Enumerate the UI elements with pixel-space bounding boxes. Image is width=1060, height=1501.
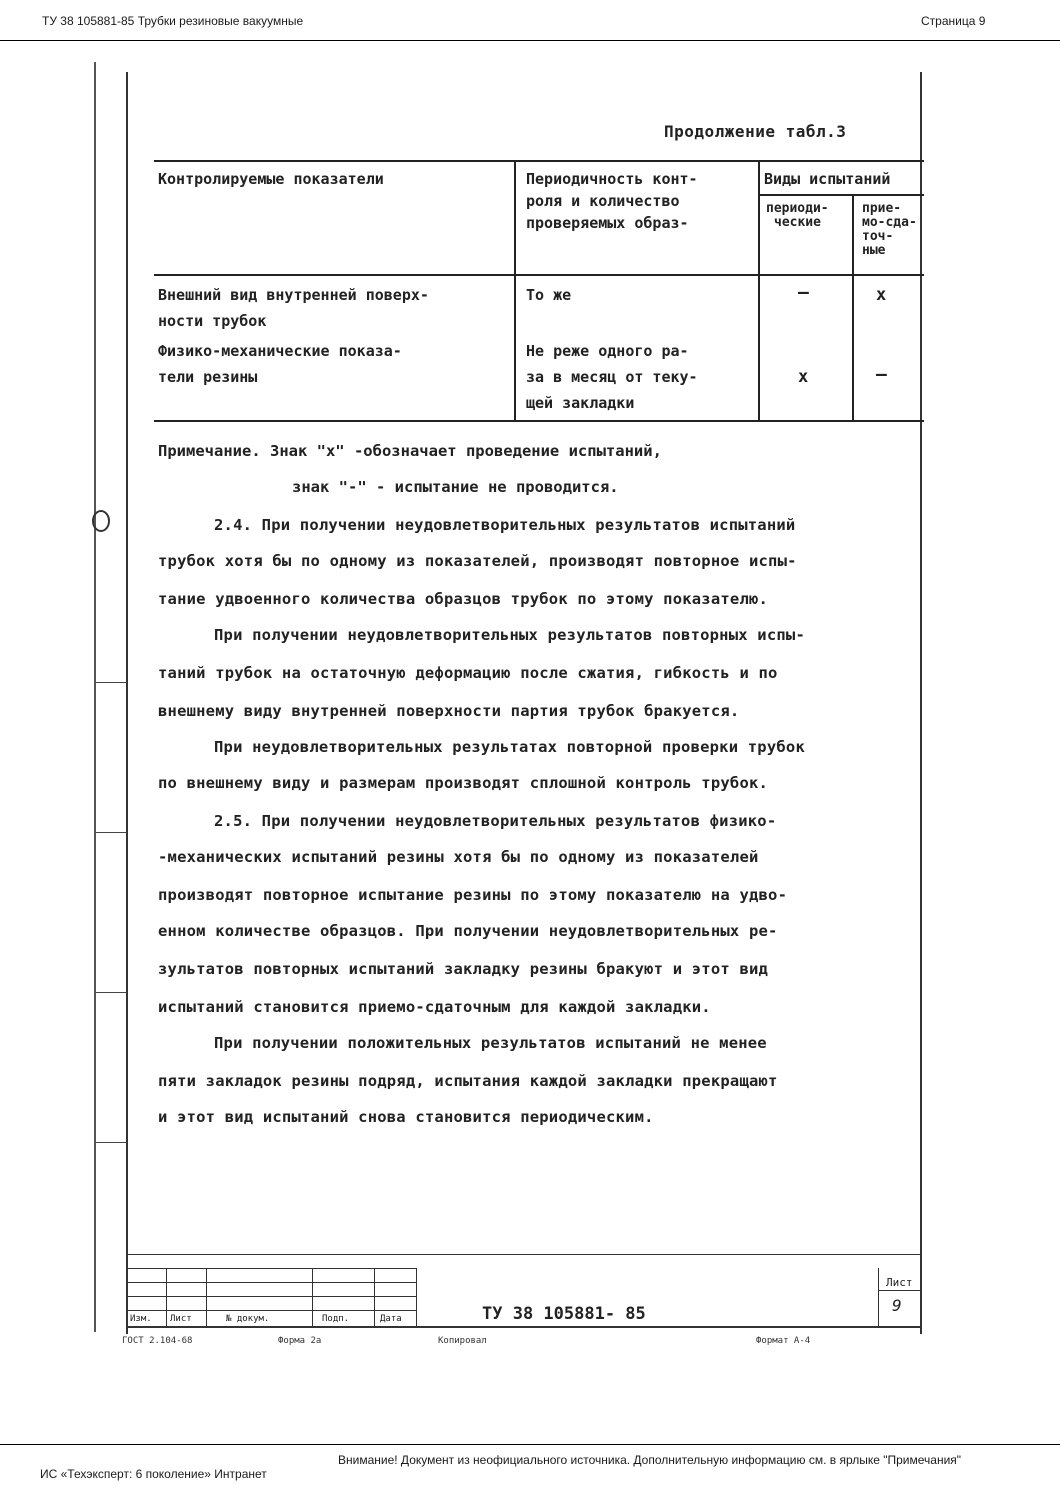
title-block-label: Подп. <box>322 1314 350 1324</box>
table-cell-period: Не реже одного ра- <box>526 342 689 360</box>
stamp-form: Форма 2а <box>278 1336 322 1346</box>
table-cell-indicator: ности трубок <box>158 312 267 330</box>
title-block <box>126 1254 922 1336</box>
column-header-indicators: Контролируемые показатели <box>158 170 384 188</box>
document-code: ТУ 38 105881- 85 <box>482 1304 646 1324</box>
page-header <box>0 0 1060 41</box>
text-line: 2.4. При получении неудовлетворительных результатов испытаний <box>214 516 796 534</box>
text-line: по внешнему виду и размерам производят сплошной контроль трубок. <box>158 774 769 792</box>
sheet-label: Лист <box>886 1276 913 1289</box>
table-note: Примечание. Знак "х" -обозначает проведение испытаний, <box>158 442 662 460</box>
sheet-number: 9 <box>892 1296 902 1315</box>
page-number: Страница 9 <box>921 14 986 28</box>
table-cell-period: То же <box>526 286 572 304</box>
text-line: енном количестве образцов. При получении неудовлетворительных ре- <box>158 922 778 940</box>
page-footer <box>0 1444 1060 1501</box>
text-line: внешнему виду внутренней поверхности партия трубок бракуется. <box>158 702 740 720</box>
title-block-label: Лист <box>170 1314 192 1324</box>
table-cell-periodic: – <box>798 282 809 303</box>
text-line: тание удвоенного количества образцов трубок по этому показателю. <box>158 590 769 608</box>
punch-hole-mark <box>92 510 110 532</box>
binding-tick <box>96 832 126 833</box>
column-header-period-line: Периодичность конт- <box>526 170 698 188</box>
column-header-acceptance: ные <box>862 243 886 258</box>
text-line: -механических испытаний резины хотя бы по одному из показателей <box>158 848 759 866</box>
text-line: При получении положительных результатов испытаний не менее <box>214 1034 767 1052</box>
binding-tick <box>96 992 126 993</box>
control-table <box>154 160 924 486</box>
table-cell-indicator: тели резины <box>158 368 258 386</box>
text-line: пяти закладок резины подряд, испытания каждой закладки прекращают <box>158 1072 778 1090</box>
text-line: трубок хотя бы по одному из показателей, производят повторное испы- <box>158 552 797 570</box>
stamp-gost-ref: ГОСТ 2.104-68 <box>122 1336 193 1346</box>
system-name: ИС «Техэксперт: 6 поколение» Интранет <box>40 1467 267 1481</box>
text-line: и этот вид испытаний снова становится периодическим. <box>158 1108 654 1126</box>
frame-left-border <box>126 72 128 1334</box>
text-line: испытаний становится приемо-сдаточным для каждой закладки. <box>158 998 711 1016</box>
text-line: При неудовлетворительных результатах повторной проверки трубок <box>214 738 805 756</box>
column-header-acceptance: мо-сда- <box>862 215 917 230</box>
stamp-copied: Копировал <box>438 1336 487 1346</box>
column-header-periodic: периоди- <box>766 201 829 216</box>
title-block-label: № докум. <box>226 1314 270 1324</box>
title-block-label: Изм. <box>130 1314 152 1324</box>
table-cell-period: за в месяц от теку- <box>526 368 698 386</box>
column-header-period-line: роля и количество <box>526 192 680 210</box>
column-header-period-line: проверяемых образ- <box>526 214 689 232</box>
binding-tick <box>96 682 126 683</box>
text-line: производят повторное испытание резины по этому показателю на удво- <box>158 886 788 904</box>
text-line: 2.5. При получении неудовлетворительных результатов физико- <box>214 812 777 830</box>
text-line: зультатов повторных испытаний закладку резины бракуют и этот вид <box>158 960 769 978</box>
table-cell-indicator: Физико-механические показа- <box>158 342 402 360</box>
text-line: таний трубок на остаточную деформацию после сжатия, гибкость и по <box>158 664 778 682</box>
stamp-format: Формат А-4 <box>756 1336 811 1346</box>
table-cell-periodic: х <box>798 367 809 387</box>
table-note: знак "-" - испытание не проводится. <box>292 478 619 496</box>
column-header-test-types: Виды испытаний <box>764 170 891 188</box>
table-cell-acceptance: – <box>876 364 887 385</box>
column-header-periodic: ческие <box>774 215 821 230</box>
scanned-page <box>92 62 932 1362</box>
binding-tick <box>96 1142 126 1143</box>
text-line: При получении неудовлетворительных результатов повторных испы- <box>214 626 805 644</box>
table-cell-acceptance: х <box>876 285 887 305</box>
document-title: ТУ 38 105881-85 Трубки резиновые вакуумные <box>42 14 304 28</box>
table-cell-period: щей закладки <box>526 394 635 412</box>
column-header-acceptance: точ- <box>862 229 894 244</box>
table-continuation-label: Продолжение табл.3 <box>664 122 847 141</box>
table-cell-indicator: Внешний вид внутренней поверх- <box>158 286 429 304</box>
title-block-label: Дата <box>380 1314 402 1324</box>
source-warning: Внимание! Документ из неофициального источника. Дополнительную информацию см. в ярлыке "Примечания" <box>338 1453 962 1467</box>
column-header-acceptance: прие- <box>862 201 902 216</box>
